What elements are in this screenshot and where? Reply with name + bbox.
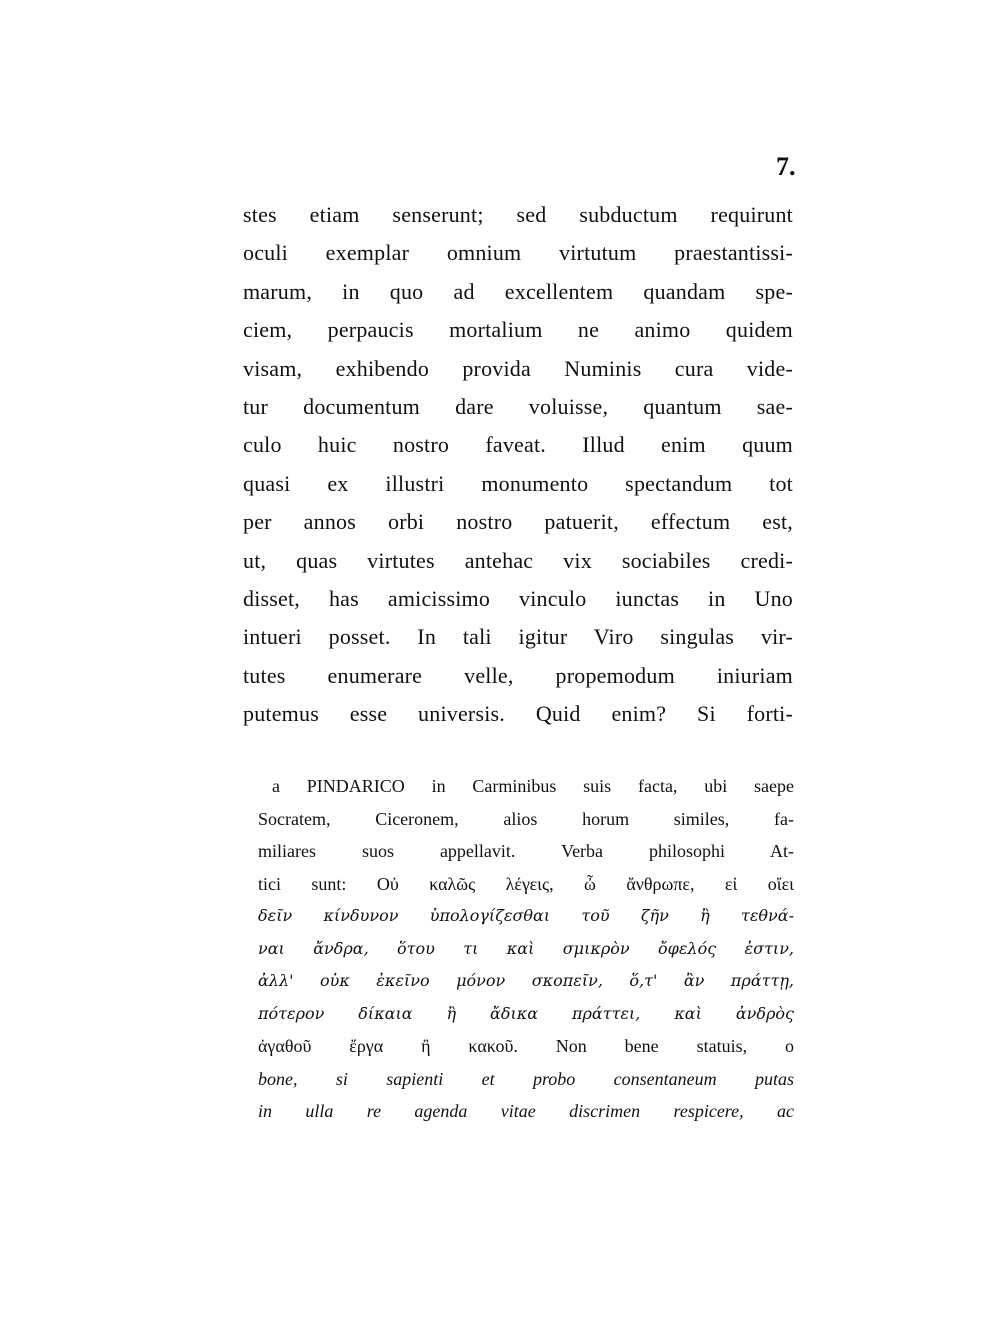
footnote-line: ἀγαθοῦ ἔργα ἢ κακοῦ. Non bene statuis, o xyxy=(258,1036,794,1056)
footnote-line: ναι ἄνδρα, ὅτου τι καὶ σμικρὸν ὄφελός ἐστιν, xyxy=(258,938,794,958)
main-text-line: intueri posset. In tali igitur Viro singulas vir- xyxy=(243,624,793,650)
main-text-line: tur documentum dare voluisse, quantum sae- xyxy=(243,393,793,419)
footnote-line: a PINDARICO in Carminibus suis facta, ubi saepe xyxy=(272,776,794,796)
main-text-block xyxy=(243,196,793,733)
page-number: 7. xyxy=(776,152,796,181)
footnote-line: δεῖν κίνδυνον ὑπολογίζεσθαι τοῦ ζῆν ἢ τεθνά- xyxy=(258,906,794,925)
main-text-line: stes etiam senserunt; sed subductum requirunt xyxy=(243,202,793,227)
main-text-line: quasi ex illustri monumento spectandum tot xyxy=(243,470,793,496)
main-text-line: ut, quas virtutes antehac vix sociabiles credi- xyxy=(243,547,793,573)
main-text-line: marum, in quo ad excellentem quandam spe- xyxy=(243,278,793,304)
footnote-line: miliares suos appellavit. Verba philosophi At- xyxy=(258,841,794,861)
footnote-line: ἀλλ' οὐκ ἐκεῖνο μόνον σκοπεῖν, ὅ,τ' ἂν πράττῃ, xyxy=(258,971,794,990)
main-text-line: per annos orbi nostro patuerit, effectum est, xyxy=(243,509,793,535)
footnote-line: πότερον δίκαια ἢ ἄδικα πράττει, καὶ ἀνδρὸς xyxy=(258,1003,794,1023)
footnote-block xyxy=(258,770,794,1128)
footnote-line: Socratem, Ciceronem, alios horum similes, fa- xyxy=(258,808,794,829)
main-text-line: ciem, perpaucis mortalium ne animo quidem xyxy=(243,317,793,343)
main-text-line: putemus esse universis. Quid enim? Si forti- xyxy=(243,701,793,727)
main-text-line: oculi exemplar omnium virtutum praestantissi- xyxy=(243,240,793,266)
main-text-line: culo huic nostro faveat. Illud enim quum xyxy=(243,432,793,458)
footnote-line: in ulla re agenda vitae discrimen respicere, ac xyxy=(258,1101,794,1121)
main-text-line: tutes enumerare velle, propemodum iniuriam xyxy=(243,662,793,688)
main-text-line: disset, has amicissimo vinculo iunctas in Uno xyxy=(243,585,793,611)
footnote-line: bone, si sapienti et probo consentaneum putas xyxy=(258,1068,794,1089)
main-text-line: visam, exhibendo provida Numinis cura vide- xyxy=(243,355,793,381)
footnote-line: tici sunt: Οὐ καλῶς λέγεις, ὦ ἄνθρωπε, εἰ οἴει xyxy=(258,873,794,894)
